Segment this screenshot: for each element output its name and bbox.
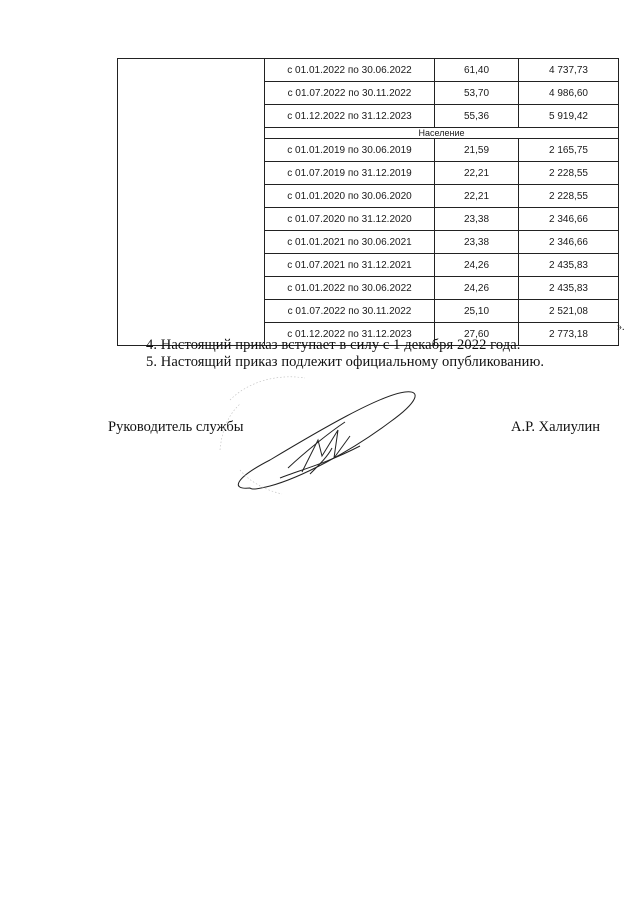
handwritten-signature bbox=[210, 360, 430, 500]
signer-name: А.Р. Халиулин bbox=[511, 419, 600, 435]
amount-cell: 2 346,66 bbox=[519, 231, 619, 254]
period-cell: с 01.01.2022 по 30.06.2022 bbox=[265, 59, 435, 82]
merged-label-cell bbox=[118, 59, 265, 346]
rate-cell: 61,40 bbox=[435, 59, 519, 82]
rate-cell: 53,70 bbox=[435, 82, 519, 105]
period-cell: с 01.07.2020 по 31.12.2020 bbox=[265, 208, 435, 231]
table-row bbox=[118, 59, 619, 82]
rate-cell: 21,59 bbox=[435, 139, 519, 162]
period-cell: с 01.01.2021 по 30.06.2021 bbox=[265, 231, 435, 254]
amount-cell: 2 228,55 bbox=[519, 162, 619, 185]
signer-title: Руководитель службы bbox=[108, 419, 244, 435]
faint-stamp-marks bbox=[220, 377, 305, 494]
amount-cell: 4 737,73 bbox=[519, 59, 619, 82]
period-cell: с 01.01.2020 по 30.06.2020 bbox=[265, 185, 435, 208]
amount-cell: 2 346,66 bbox=[519, 208, 619, 231]
period-cell: с 01.07.2019 по 31.12.2019 bbox=[265, 162, 435, 185]
period-cell: с 01.07.2022 по 30.11.2022 bbox=[265, 300, 435, 323]
amount-cell: 2 521,08 bbox=[519, 300, 619, 323]
amount-cell: 5 919,42 bbox=[519, 105, 619, 128]
rate-cell: 27,60 bbox=[435, 323, 519, 346]
rate-cell: 23,38 bbox=[435, 231, 519, 254]
period-cell: с 01.01.2019 по 30.06.2019 bbox=[265, 139, 435, 162]
rate-cell: 22,21 bbox=[435, 185, 519, 208]
rate-cell: 22,21 bbox=[435, 162, 519, 185]
tariff-table-body bbox=[118, 59, 619, 346]
rate-cell: 24,26 bbox=[435, 254, 519, 277]
rate-cell: 24,26 bbox=[435, 277, 519, 300]
section-label: Население bbox=[265, 128, 619, 139]
clause-4: 4. Настоящий приказ вступает в силу с 1 декабря 2022 года. bbox=[146, 337, 521, 353]
rate-cell: 23,38 bbox=[435, 208, 519, 231]
amount-cell: 4 986,60 bbox=[519, 82, 619, 105]
signature-strokes bbox=[238, 392, 415, 489]
rate-cell: 55,36 bbox=[435, 105, 519, 128]
period-cell: с 01.12.2022 по 31.12.2023 bbox=[265, 105, 435, 128]
tariff-table bbox=[117, 58, 619, 346]
amount-cell: 2 165,75 bbox=[519, 139, 619, 162]
clause-5: 5. Настоящий приказ подлежит официальному опубликованию. bbox=[146, 354, 545, 370]
period-cell: с 01.07.2021 по 31.12.2021 bbox=[265, 254, 435, 277]
amount-cell: 2 228,55 bbox=[519, 185, 619, 208]
rate-cell: 25,10 bbox=[435, 300, 519, 323]
amount-cell: 2 435,83 bbox=[519, 277, 619, 300]
amount-cell: 2 773,18 bbox=[519, 323, 619, 346]
period-cell: с 01.01.2022 по 30.06.2022 bbox=[265, 277, 435, 300]
period-cell: с 01.12.2022 по 31.12.2023 bbox=[265, 323, 435, 346]
amount-cell: 2 435,83 bbox=[519, 254, 619, 277]
period-cell: с 01.07.2022 по 30.11.2022 bbox=[265, 82, 435, 105]
closing-quote-mark: ». bbox=[617, 322, 625, 333]
